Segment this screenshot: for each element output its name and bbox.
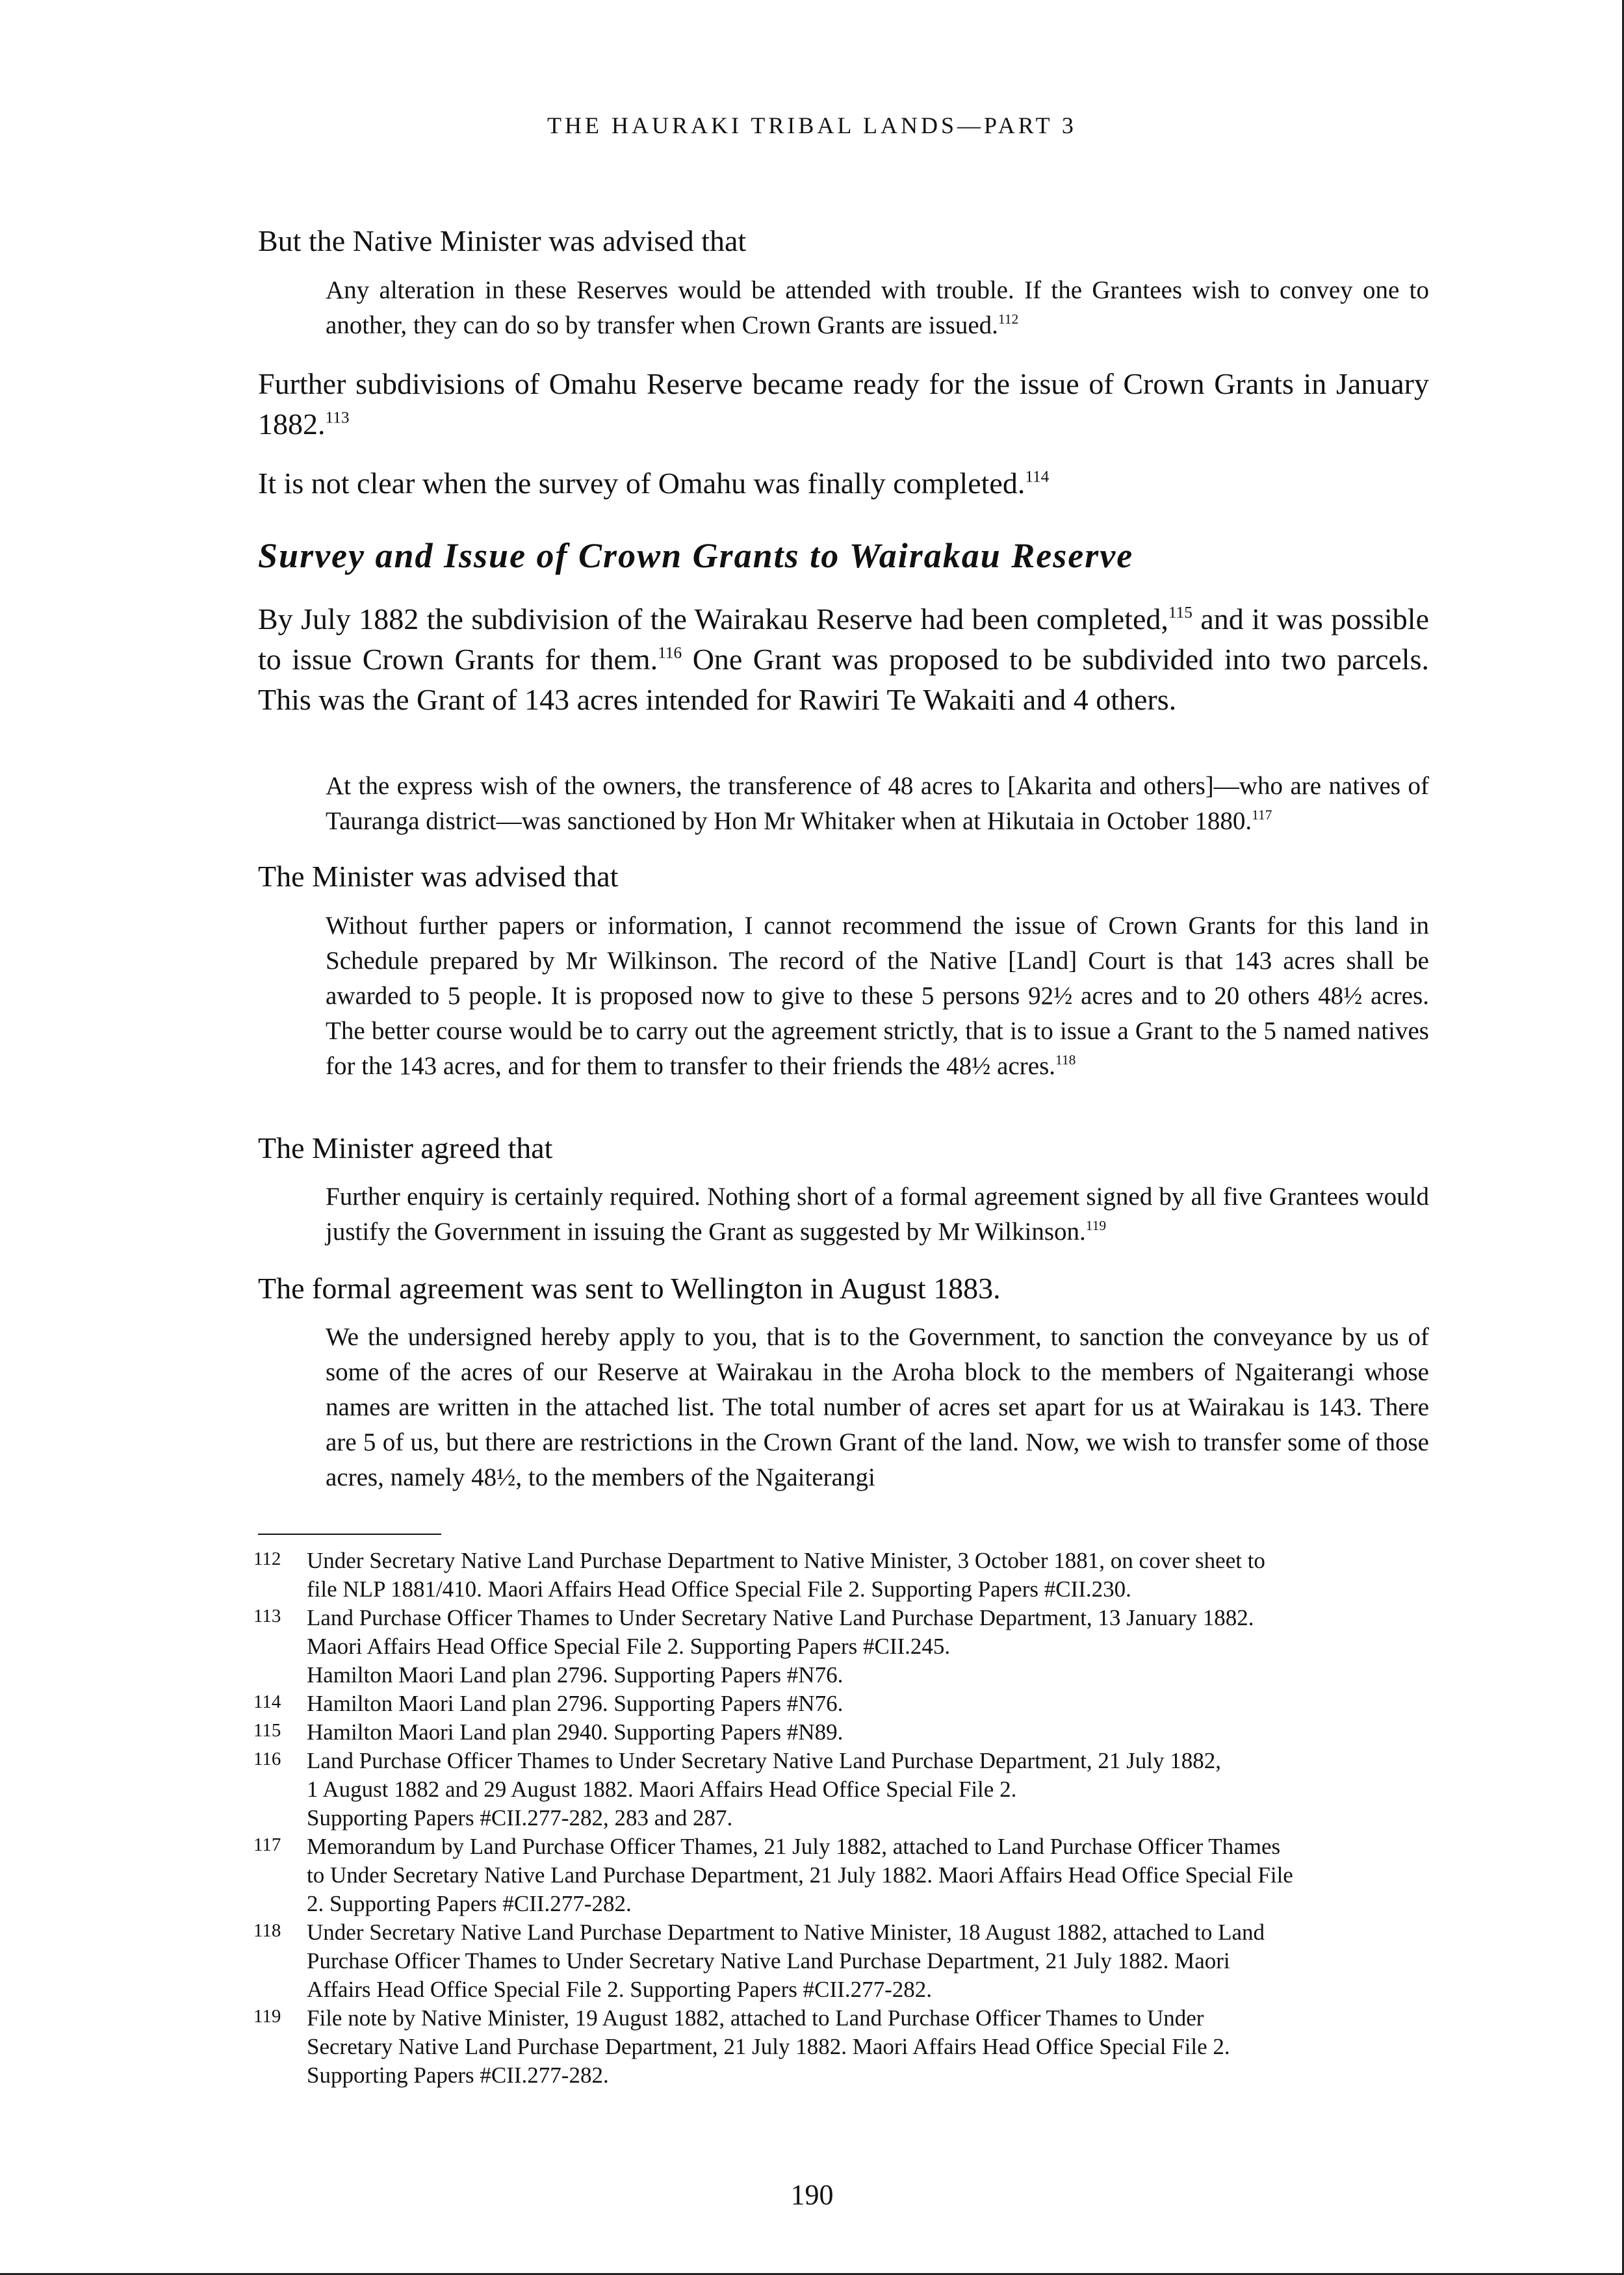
paragraph-native-minister-advised: But the Native Minister was advised that <box>258 224 747 257</box>
quote-text: At the express wish of the owners, the transference of 48 acres to [Akarita and others]—who are natives of Tauranga district—was sanctioned by Hon Mr Whitaker when at Hikutaia in October 1880. <box>326 772 1429 835</box>
footnote-117 <box>253 1832 1443 1918</box>
footnote-number: 113 <box>253 1606 281 1626</box>
footnote-118 <box>253 1918 1443 2004</box>
footnote-text: File note by Native Minister, 19 August 1882, attached to Land Purchase Officer Thames to Under Secretary Native Land Purchase Department, 21 July 1882. Maori Affairs Head Office Special File 2. Supporting Papers #CII.277-282. <box>307 2005 1230 2088</box>
quote-without-further-papers <box>326 908 1429 1084</box>
paragraph-omahu-subdivisions <box>258 364 1429 444</box>
paragraph-formal-agreement: The formal agreement was sent to Wellington in August 1883. <box>258 1272 1001 1305</box>
paragraph-text-a: By July 1882 the subdivision of the Wairakau Reserve had been completed, <box>258 602 1168 636</box>
footnote-text: Memorandum by Land Purchase Officer Thames, 21 July 1882, attached to Land Purchase Officer Thames to Under Secretary Native Land Purchase Department, 21 July 1882. Maori Affairs Head Office Special File 2. Supporting Papers #CII.277-282. <box>307 1834 1293 1916</box>
footnote-number: 117 <box>253 1834 281 1855</box>
footnote-number: 115 <box>253 1720 281 1741</box>
footnote-115 <box>253 1718 1443 1747</box>
paragraph-text: Further subdivisions of Omahu Reserve became ready for the issue of Crown Grants in January 1882. <box>258 367 1429 441</box>
footnote-ref-115[interactable]: 115 <box>1168 603 1192 622</box>
footnote-number: 114 <box>253 1691 281 1712</box>
footnote-number: 116 <box>253 1749 281 1769</box>
paragraph-minister-agreed: The Minister agreed that <box>258 1131 553 1164</box>
footnote-text: Hamilton Maori Land plan 2940. Supporting Papers #N89. <box>307 1719 844 1745</box>
section-heading: Survey and Issue of Crown Grants to Wairakau Reserve <box>258 536 1134 575</box>
footnote-ref-116[interactable]: 116 <box>658 643 682 662</box>
footnote-112 <box>253 1547 1443 1604</box>
paragraph-omahu-survey <box>258 463 1429 504</box>
quote-further-enquiry <box>326 1179 1429 1250</box>
running-head: THE HAURAKI TRIBAL LANDS—PART 3 <box>547 112 1077 138</box>
quote-undersigned-apply <box>326 1320 1429 1495</box>
paragraph-text-c: One Grant was proposed to be subdivided into two parcels. This was the Grant of 143 acres intended for Rawiri Te Wakaiti and 4 others. <box>258 643 1429 716</box>
paragraph-wairakau-subdivision <box>258 599 1429 720</box>
footnote-text: Hamilton Maori Land plan 2796. Supporting Papers #N76. <box>307 1691 844 1716</box>
footnote-ref-117[interactable]: 117 <box>1252 807 1272 823</box>
quote-text: Further enquiry is certainly required. Nothing short of a formal agreement signed by all five Grantees would justify the Government in issuing the Grant as suggested by Mr Wilkinson. <box>326 1183 1429 1246</box>
footnote-rule <box>258 1534 441 1535</box>
footnote-ref-113[interactable]: 113 <box>325 408 350 427</box>
footnote-ref-119[interactable]: 119 <box>1085 1218 1107 1233</box>
footnote-text: Under Secretary Native Land Purchase Department to Native Minister, 18 August 1882, attached to Land Purchase Officer Thames to Under Secretary Native Land Purchase Department, 21 July 1882. Maori Affairs Head Office Special File 2. Supporting Papers #CII.277-282. <box>307 1920 1265 2002</box>
footnote-number: 112 <box>253 1549 281 1569</box>
footnote-text: Land Purchase Officer Thames to Under Secretary Native Land Purchase Department, 13 January 1882. Maori Affairs Head Office Special File 2. Supporting Papers #CII.245. Hamilton Maori Land plan 2796. Supporting Papers #N76. <box>307 1605 1254 1688</box>
footnote-number: 118 <box>253 1920 281 1941</box>
quote-text: Without further papers or information, I cannot recommend the issue of Crown Grants for this land in Schedule prepared by Mr Wilkinson. The record of the Native [Land] Court is that 143 acres shall be awarded to 5 people. It is proposed now to give to these 5 persons 92½ acres and to 20 others 48½ acres. The better course would be to carry out the agreement strictly, that is to issue a Grant to the 5 named natives for the 143 acres, and for them to transfer to their friends the 48½ acres. <box>326 912 1429 1080</box>
footnote-ref-118[interactable]: 118 <box>1055 1052 1076 1068</box>
quote-text: We the undersigned hereby apply to you, that is to the Government, to sanction the conveyance by us of some of the acres of our Reserve at Wairakau in the Aroha block to the members of Ngaiterangi whose names are written in the attached list. The total number of acres set apart for us at Wairakau is 143. There are 5 of us, but there are restrictions in the Crown Grant of the land. Now, we wish to transfer some of those acres, namely 48½, to the members of the Ngaiterangi <box>326 1323 1429 1491</box>
footnote-113 <box>253 1604 1443 1690</box>
footnote-116 <box>253 1747 1443 1832</box>
footnote-ref-112[interactable]: 112 <box>998 311 1019 327</box>
quote-express-wish <box>326 769 1429 839</box>
paragraph-text: It is not clear when the survey of Omahu was finally completed. <box>258 467 1025 500</box>
footnote-114 <box>253 1690 1443 1718</box>
quote-alteration-reserves <box>326 273 1429 343</box>
footnote-119 <box>253 2004 1443 2090</box>
footnotes <box>253 1547 1443 2090</box>
footnote-text: Land Purchase Officer Thames to Under Secretary Native Land Purchase Department, 21 July 1882, 1 August 1882 and 29 August 1882. Maori Affairs Head Office Special File 2. Supporting Papers #CII.277-282, 283 and 287. <box>307 1748 1222 1831</box>
paragraph-minister-advised: The Minister was advised that <box>258 860 619 893</box>
quote-text: Any alteration in these Reserves would be attended with trouble. If the Grantees wish to convey one to another, they can do so by transfer when Crown Grants are issued. <box>326 276 1429 339</box>
footnote-text: Under Secretary Native Land Purchase Department to Native Minister, 3 October 1881, on cover sheet to file NLP 1881/410. Maori Affairs Head Office Special File 2. Supporting Papers #CII.230. <box>307 1548 1265 1602</box>
footnote-number: 119 <box>253 2006 281 2027</box>
paragraph-text-b: and it was possible to issue Crown Grants for them. <box>258 602 1430 676</box>
page-number: 190 <box>790 2179 834 2211</box>
footnote-ref-114[interactable]: 114 <box>1025 467 1050 486</box>
